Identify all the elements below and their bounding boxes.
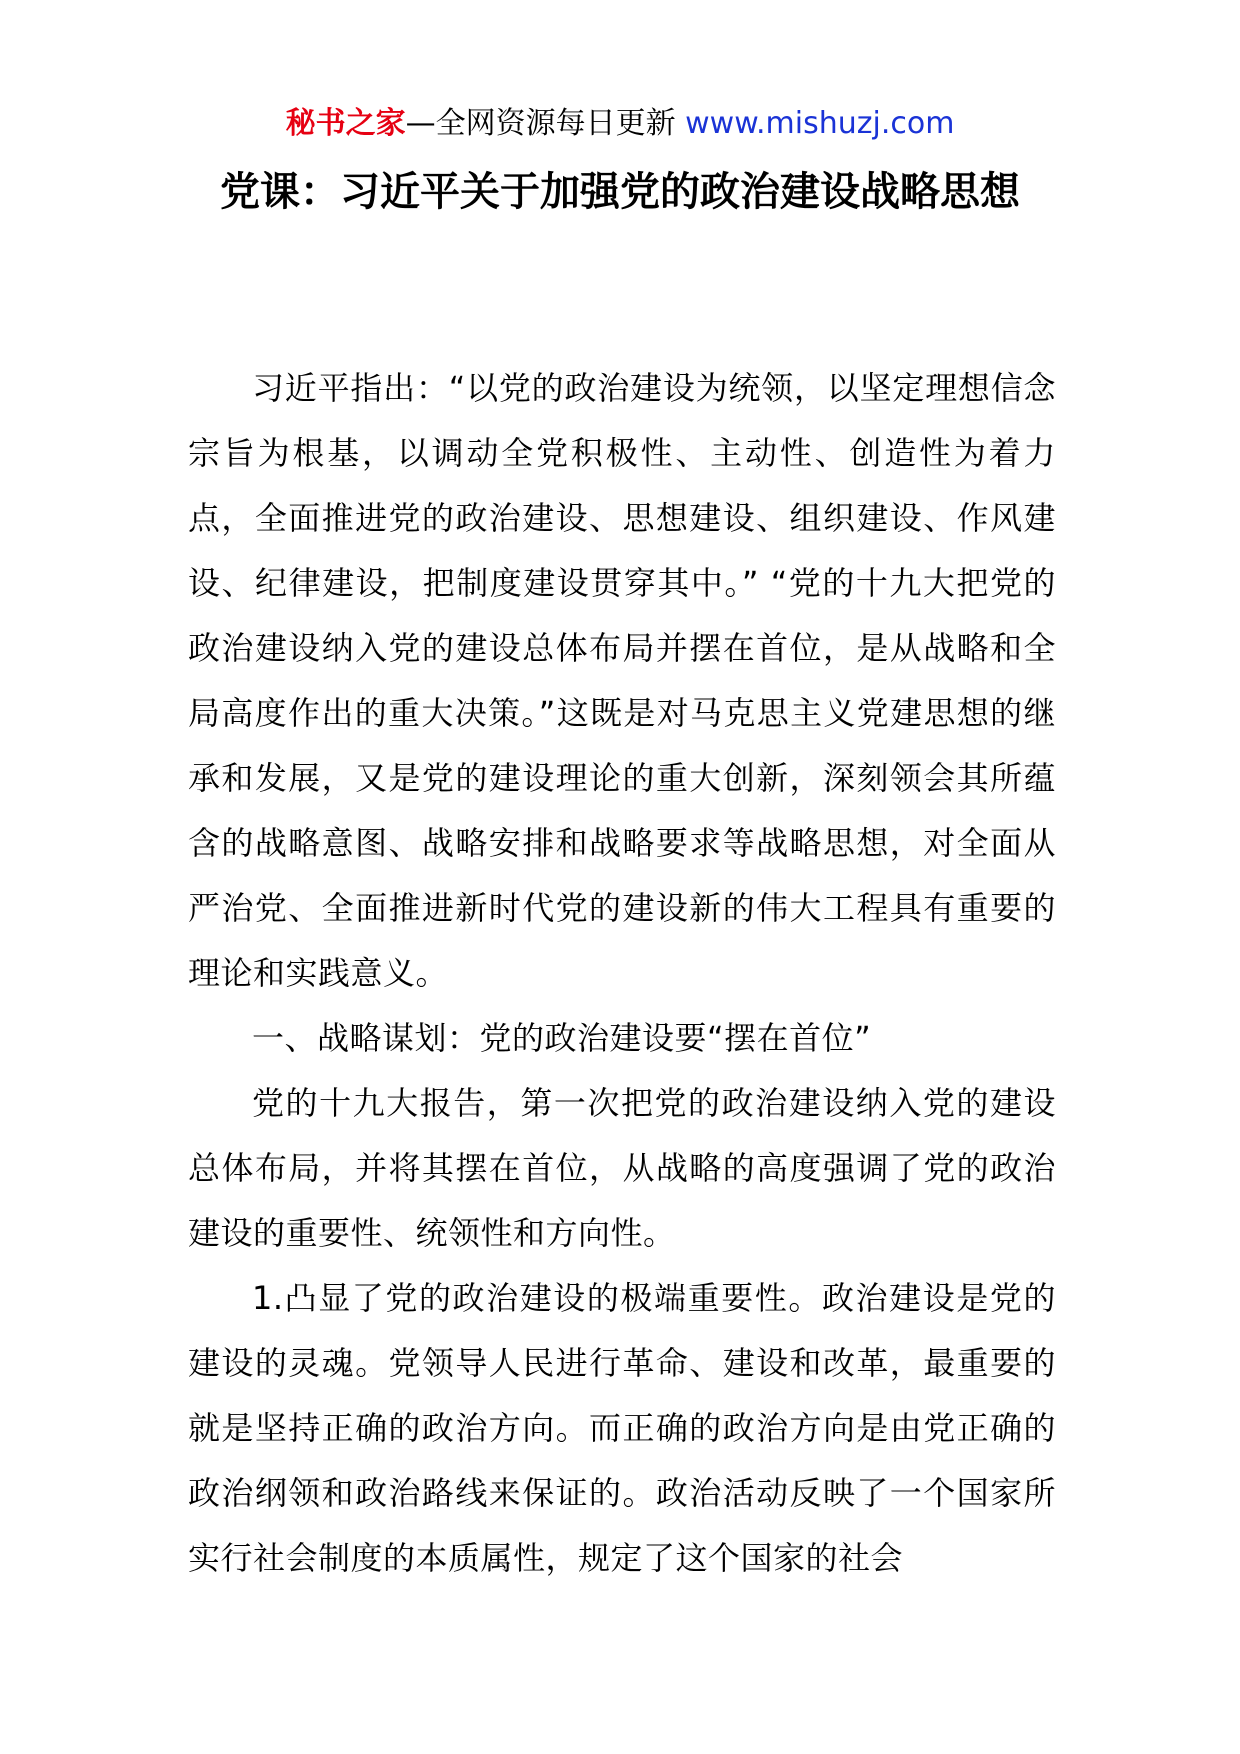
header-tagline: —全网资源每日更新 <box>405 106 676 141</box>
site-header <box>0 100 1240 148</box>
document-body <box>188 356 1056 1591</box>
brand-name: 秘书之家 <box>285 106 406 141</box>
document-title: 党课：习近平关于加强党的政治建设战略思想 <box>220 169 1020 215</box>
site-url-link[interactable]: www.mishuzj.com <box>685 106 955 141</box>
paragraph-point-1: 1.凸显了党的政治建设的极端重要性。政治建设是党的建设的灵魂。党领导人民进行革命、建设和改革，最重要的就是坚持正确的政治方向。而正确的政治方向是由党正确的政治纲领和政治路线来保证的。政治活动反映了一个国家所实行社会制度的本质属性，规定了这个国家的社会 <box>188 1279 1056 1577</box>
section-heading-1: 一、战略谋划：党的政治建设要“摆在首位” <box>252 1019 872 1057</box>
paragraph-intro: 习近平指出：“以党的政治建设为统领，以坚定理想信念宗旨为根基，以调动全党积极性、主动性、创造性为着力点，全面推进党的政治建设、思想建设、组织建设、作风建设、纪律建设，把制度建设贯穿其中。” “党的十九大把党的政治建设纳入党的建设总体布局并摆在首位，是从战略和全局高度作出的重大决策。”这既是对马克思主义党建思想的继承和发展，又是党的建设理论的重大创新，深刻领会其所蕴含的战略意图、战略安排和战略要求等战略思想，对全面从严治党、全面推进新时代党的建设新的伟大工程具有重要的理论和实践意义。 <box>188 369 1056 992</box>
paragraph-section-1: 党的十九大报告，第一次把党的政治建设纳入党的建设总体布局，并将其摆在首位，从战略的高度强调了党的政治建设的重要性、统领性和方向性。 <box>188 1084 1056 1252</box>
